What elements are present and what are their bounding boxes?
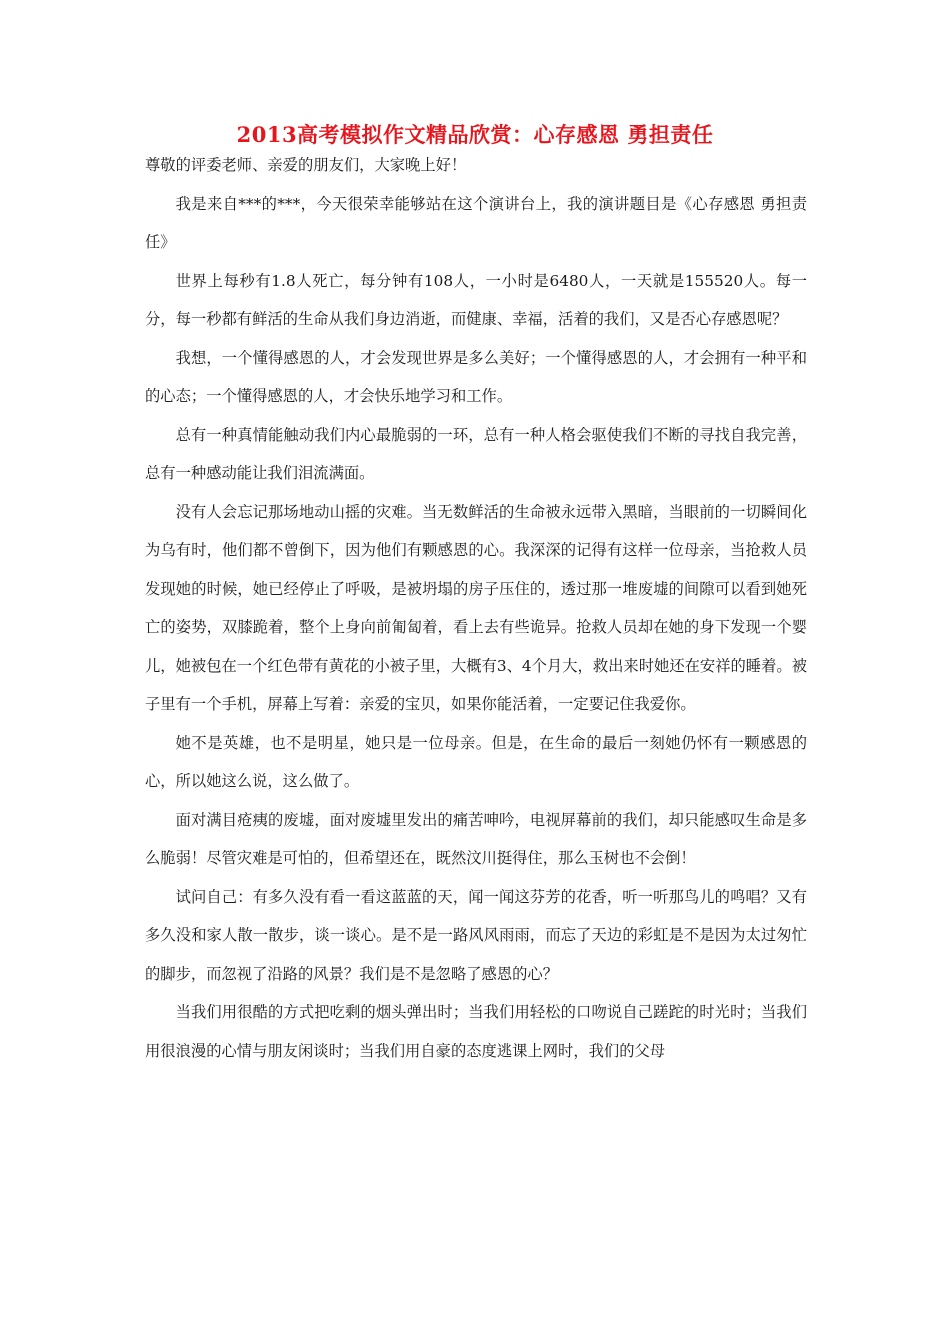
body-paragraph: 总有一种真情能触动我们内心最脆弱的一环，总有一种人格会驱使我们不断的寻找自我完善，总有一种感动能让我们泪流满面。 [145,425,807,482]
document-body [145,146,807,1070]
body-paragraph: 我想，一个懂得感恩的人，才会发现世界是多么美好；一个懂得感恩的人，才会拥有一种平和的心态；一个懂得感恩的人，才会快乐地学习和工作。 [145,348,807,405]
greeting-paragraph: 尊敬的评委老师、亲爱的朋友们，大家晚上好！ [145,156,467,174]
body-paragraph: 面对满目疮痍的废墟，面对废墟里发出的痛苦呻吟，电视屏幕前的我们，却只能感叹生命是多么脆弱！尽管灾难是可怕的，但希望还在，既然汶川挺得住，那么玉树也不会倒！ [145,810,807,867]
body-paragraph: 她不是英雄，也不是明星，她只是一位母亲。但是，在生命的最后一刻她仍怀有一颗感恩的心，所以她这么说，这么做了。 [145,733,807,790]
document-title: 2013高考模拟作文精品欣赏：心存感恩 勇担责任 [236,122,714,147]
body-paragraph: 当我们用很酷的方式把吃剩的烟头弹出时；当我们用轻松的口吻说自己蹉跎的时光时；当我们用很浪漫的心情与朋友闲谈时；当我们用自豪的态度逃课上网时，我们的父母 [145,1003,807,1060]
body-paragraph: 试问自己：有多久没有看一看这蓝蓝的天，闻一闻这芬芳的花香，听一听那鸟儿的鸣唱？又有多久没和家人散一散步，谈一谈心。是不是一路风风雨雨，而忘了天边的彩虹是不是因为太过匆忙的脚步，而忽视了沿路的风景？我们是不是忽略了感恩的心？ [145,887,807,983]
body-paragraph: 世界上每秒有1.8人死亡，每分钟有108人，一小时是6480人，一天就是155520人。每一分，每一秒都有鲜活的生命从我们身边消逝，而健康、幸福，活着的我们，又是否心存感恩呢？ [145,271,807,328]
body-paragraph: 我是来自***的***，今天很荣幸能够站在这个演讲台上，我的演讲题目是《心存感恩 勇担责任》 [145,194,807,251]
body-paragraph: 没有人会忘记那场地动山摇的灾难。当无数鲜活的生命被永远带入黑暗，当眼前的一切瞬间化为乌有时，他们都不曾倒下，因为他们有颗感恩的心。我深深的记得有这样一位母亲，当抢救人员发现她的时候，她已经停止了呼吸，是被坍塌的房子压住的，透过那一堆废墟的间隙可以看到她死亡的姿势，双膝跪着，整个上身向前匍匐着，看上去有些诡异。抢救人员却在她的身下发现一个婴儿，她被包在一个红色带有黄花的小被子里，大概有3、4个月大，救出来时她还在安祥的睡着。被子里有一个手机，屏幕上写着：亲爱的宝贝，如果你能活着，一定要记住我爱你。 [145,502,807,713]
